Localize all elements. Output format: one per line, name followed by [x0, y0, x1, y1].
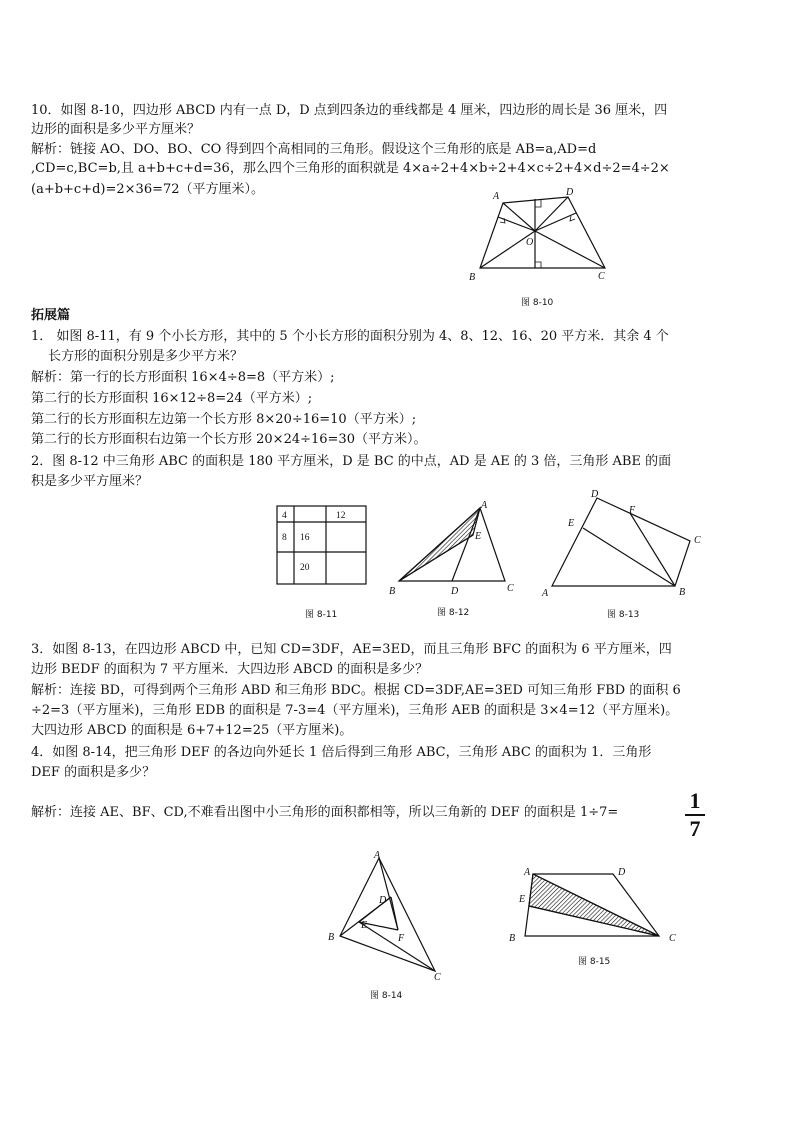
problem1-solution-line4: 第二行的长方形面积右边第一个长方形 20×24÷16=30（平方米）。 [31, 432, 427, 447]
caption-8-14: 图 8-14 [370, 991, 403, 1001]
label-e: E [475, 531, 482, 542]
problem10-question-line1: 10．如图 8-10，四边形 ABCD 内有一点 D，D 点到四条边的垂线都是 4 厘米，四边形的周长是 36 厘米，四 [31, 103, 668, 118]
caption-8-10: 图 8-10 [521, 298, 554, 308]
problem10-solution-line2: ,CD=c,BC=b,且 a+b+c+d=36，那么四个三角形的面积就是 4×a÷2+4×b÷2+4×c÷2+4×d÷2=4÷2× [31, 161, 670, 176]
problem3-solution-line3: 大四边形 ABCD 的面积是 6+7+12=25（平方厘米)。 [31, 723, 353, 738]
cell-20: 20 [300, 563, 310, 573]
label-b: B [389, 586, 396, 597]
problem4-question-line1: 4．如图 8-14，把三角形 DEF 的各边向外延长 1 倍后得到三角形 ABC，三角形 ABC 的面积为 1．三角形 [31, 745, 652, 760]
problem2-question-line2: 积是多少平方厘米？ [31, 474, 149, 489]
label-b: B [328, 932, 335, 943]
section-title: 拓展篇 [31, 308, 71, 323]
problem1-question-line2: 长方形的面积分别是多少平方米？ [48, 349, 244, 364]
caption-8-11: 图 8-11 [305, 610, 338, 620]
problem1-solution-line1: 解析：第一行的长方形面积 16×4÷8=8（平方米）; [31, 370, 335, 385]
figure-8-14 [320, 848, 460, 1008]
label-b: B [469, 272, 476, 283]
figure-8-15 [505, 860, 690, 970]
label-e: E [361, 920, 368, 931]
label-c: C [434, 972, 441, 983]
label-d: D [591, 489, 599, 500]
label-b: B [679, 587, 686, 598]
fraction-denominator: 7 [689, 816, 701, 841]
figure-8-11 [270, 500, 380, 620]
problem3-solution-line2: ÷2=3（平方厘米)，三角形 EDB 的面积是 7-3=4（平方厘米)，三角形 AEB 的面积是 3×4=12（平方厘米)。 [31, 703, 679, 718]
label-a: A [481, 500, 488, 511]
cell-12: 12 [336, 511, 346, 521]
caption-8-13: 图 8-13 [607, 610, 640, 620]
problem1-solution-line3: 第二行的长方形面积左边第一个长方形 8×20÷16=10（平方米）; [31, 412, 417, 427]
problem1-question-line1: 1． 如图 8-11，有 9 个小长方形，其中的 5 个小长方形的面积分别为 4、8、12、16、20 平方米．其余 4 个 [31, 329, 669, 344]
caption-8-12: 图 8-12 [437, 608, 470, 618]
label-b: B [509, 933, 516, 944]
problem2-question-line1: 2．图 8-12 中三角形 ABC 的面积是 180 平方厘米，D 是 BC 的中点，AD 是 AE 的 3 倍，三角形 ABE 的面 [31, 454, 672, 469]
figure-8-13 [535, 486, 710, 620]
label-o: O [526, 237, 534, 248]
problem1-solution-line2: 第二行的长方形面积 16×12÷8=24（平方米）; [31, 391, 313, 406]
label-d: D [379, 895, 387, 906]
label-e: E [519, 894, 526, 905]
label-d: D [566, 187, 574, 198]
cell-16: 16 [300, 533, 310, 543]
problem4-solution: 解析：连接 AE、BF、CD,不难看出图中小三角形的面积都相等，所以三角新的 DEF 的面积是 1÷7= [31, 805, 619, 820]
problem3-question-line1: 3．如图 8-13，在四边形 ABCD 中，已知 CD=3DF，AE=3ED，而且三角形 BFC 的面积为 6 平方厘米，四 [31, 642, 672, 657]
problem3-question-line2: 边形 BEDF 的面积为 7 平方厘米．大四边形 ABCD 的面积是多少？ [31, 662, 429, 677]
label-a: A [542, 588, 549, 599]
label-a: A [524, 867, 531, 878]
label-a: A [374, 850, 381, 861]
problem4-question-line2: DEF 的面积是多少？ [31, 765, 156, 780]
label-c: C [694, 535, 701, 546]
problem10-solution-line1: 解析：链接 AO、DO、BO、CO 得到四个高相同的三角形。假设这个三角形的底是 AB=a,AD=d [31, 142, 597, 157]
label-c: C [669, 933, 676, 944]
label-f: F [629, 505, 636, 516]
fraction-numerator: 1 [689, 788, 701, 813]
label-c: C [507, 583, 514, 594]
label-a: A [493, 191, 500, 202]
problem10-solution-line3: (a+b+c+d)=2×36=72（平方厘米）。 [31, 182, 265, 197]
label-e: E [568, 518, 575, 529]
label-d: D [451, 586, 459, 597]
problem10-question-line2: 边形的面积是多少平方厘米？ [31, 122, 201, 137]
label-f: F [398, 933, 405, 944]
figure-8-10 [460, 185, 620, 310]
fraction-one-seventh [683, 790, 707, 840]
caption-8-15: 图 8-15 [578, 957, 611, 967]
problem3-solution-line1: 解析：连接 BD，可得到两个三角形 ABD 和三角形 BDC。根据 CD=3DF,AE=3ED 可知三角形 FBD 的面积 6 [31, 683, 681, 698]
figure-8-12 [385, 498, 525, 620]
quadrilateral-abcd [480, 197, 605, 268]
label-d: D [618, 867, 626, 878]
label-c: C [598, 271, 605, 282]
cell-8: 8 [282, 533, 287, 543]
cell-4: 4 [282, 511, 287, 521]
